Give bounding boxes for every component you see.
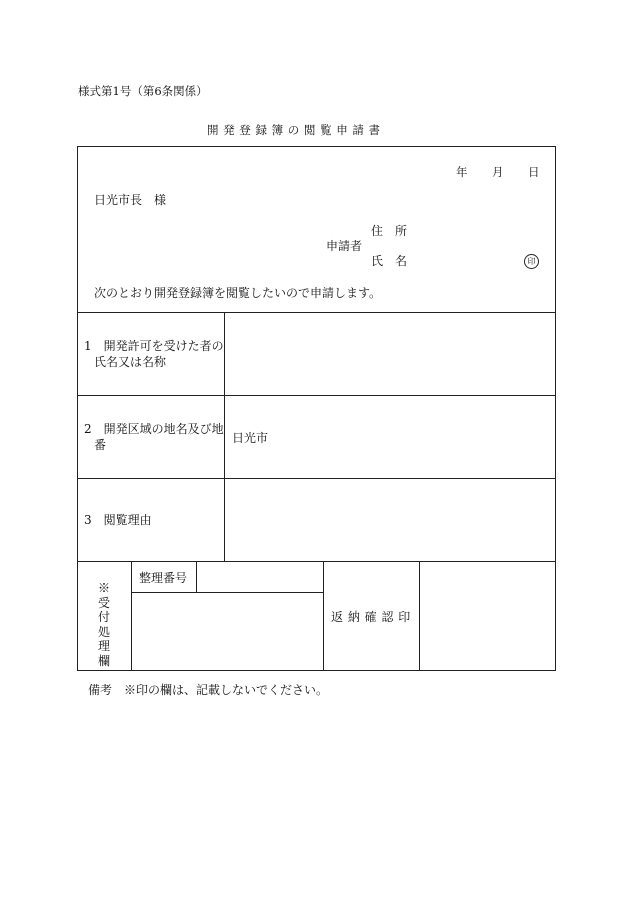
remarks-note: 備考 ※印の欄は、記載しないでください。: [88, 683, 329, 697]
date-day-label: 日: [528, 165, 540, 179]
development-area-label-cont: 番: [94, 438, 107, 452]
applicant-holder-label: 1 開発許可を受けた者の: [84, 339, 224, 353]
page-title: 開 発 登 録 簿 の 閲 覧 申 請 書: [207, 123, 381, 137]
seal-mark: 印: [524, 254, 539, 269]
divider: [131, 561, 132, 671]
divider: [419, 561, 420, 671]
divider: [77, 478, 556, 479]
reception-column-label: ※受付処理欄: [97, 581, 110, 668]
divider: [323, 561, 324, 671]
divider: [196, 561, 197, 592]
divider: [77, 395, 556, 396]
addressee: 日光市長 様: [94, 193, 167, 207]
application-statement: 次のとおり開発登録簿を閲覧したいので申請します。: [94, 286, 382, 300]
applicant-label: 申請者: [326, 239, 363, 253]
divider: [131, 592, 324, 593]
divider: [77, 561, 556, 562]
applicant-holder-label-cont: 氏名又は名称: [94, 355, 167, 369]
viewing-reason-label: 3 閲覧理由: [84, 513, 152, 527]
divider: [224, 312, 225, 561]
divider: [77, 312, 556, 313]
form-number: 様式第1号（第6条関係）: [78, 84, 208, 98]
reference-number-label: 整理番号: [139, 571, 188, 585]
address-label: 住 所: [371, 224, 408, 238]
return-confirmation-label: 返 納 確 認 印: [331, 610, 411, 624]
development-area-label: 2 開発区域の地名及び地: [84, 422, 224, 436]
development-area-value[interactable]: 日光市: [232, 431, 269, 445]
date-month-label: 月: [492, 165, 504, 179]
name-label: 氏 名: [371, 254, 408, 268]
date-year-label: 年: [456, 165, 468, 179]
